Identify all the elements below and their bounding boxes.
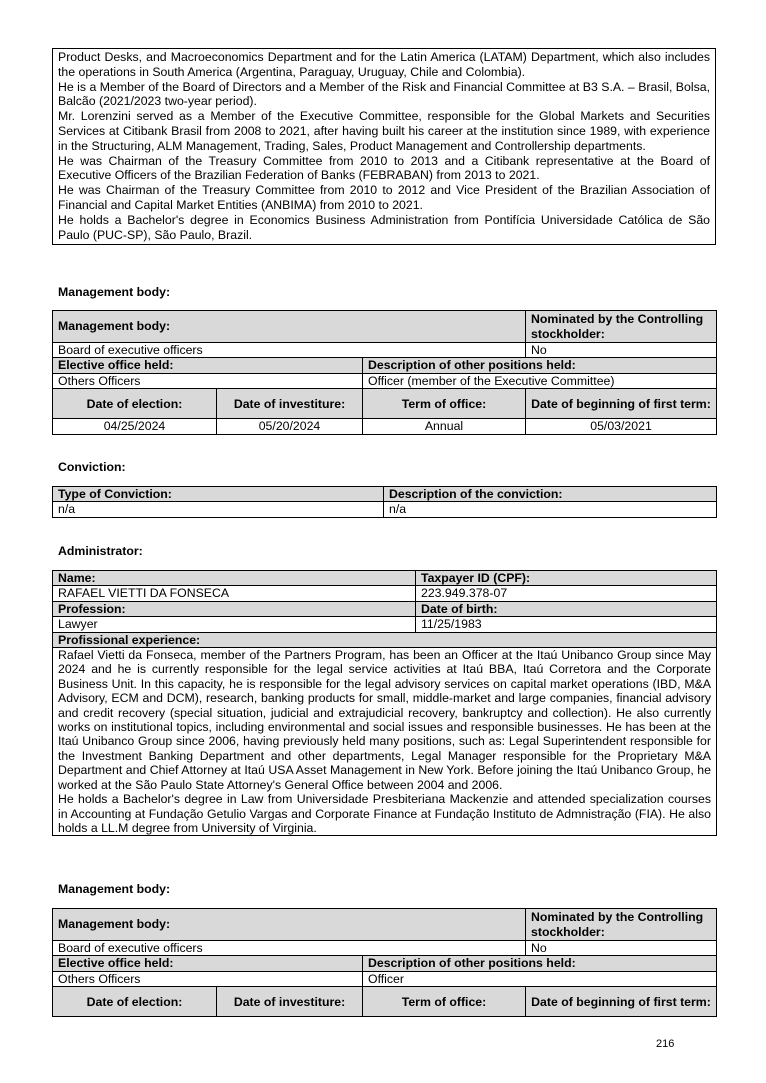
first-term-label: Date of beginning of first term: xyxy=(526,987,717,1017)
management-body-table xyxy=(52,908,717,1017)
profession-label: Profession: xyxy=(53,601,416,616)
investiture-date-value: 05/20/2024 xyxy=(217,419,363,434)
experience-text xyxy=(53,648,717,836)
profession-value: Lawyer xyxy=(53,617,416,632)
intro-paragraph: Product Desks, and Macroeconomics Department and for the Latin America (LATAM) Department, which also includes the operations in South America (Argentina, Paraguay, Uruguay, Chile and Colombia). xyxy=(58,50,710,79)
elective-office-value: Others Officers xyxy=(53,373,363,388)
administrator-heading: Administrator: xyxy=(58,544,143,558)
management-body-label: Management body: xyxy=(53,311,526,343)
management-body-heading: Management body: xyxy=(58,882,171,896)
conviction-table xyxy=(52,486,717,518)
investiture-date-label: Date of investiture: xyxy=(217,987,363,1017)
conviction-description-label: Description of the conviction: xyxy=(384,487,717,502)
first-term-label: Date of beginning of first term: xyxy=(526,389,717,419)
elective-office-label: Elective office held: xyxy=(53,358,363,373)
investiture-date-label: Date of investiture: xyxy=(217,389,363,419)
experience-paragraph: He holds a Bachelor's degree in Law from Universidade Presbiteriana Mackenzie and attended specialization courses in Accounting at Fundação Getulio Vargas and Corporate Finance at Fundação Instituto de Admnistração (FIA). He also holds a LL.M degree from University of Virginia. xyxy=(58,792,711,835)
intro-paragraph: Mr. Lorenzini served as a Member of the Executive Committee, responsible for the Global Markets and Securities Services at Citibank Brasil from 2008 to 2021, after having built his career at the institution since 1989, with experience in the Structuring, ALM Management, Trading, Sales, Product Management and Controllership departments. xyxy=(58,109,710,153)
page-number: 216 xyxy=(656,1038,675,1050)
elective-office-value: Others Officers xyxy=(53,971,363,986)
intro-biography-box xyxy=(52,48,716,245)
first-term-value: 05/03/2021 xyxy=(526,419,717,434)
nominated-value: No xyxy=(526,941,717,956)
conviction-heading: Conviction: xyxy=(58,460,126,474)
other-positions-value: Officer (member of the Executive Committee) xyxy=(363,373,717,388)
intro-paragraph: He holds a Bachelor's degree in Economics Business Administration from Pontifícia Universidade Católica de São Paulo (PUC-SP), São Paulo, Brazil. xyxy=(58,212,710,242)
conviction-description-value: n/a xyxy=(384,502,717,517)
management-body-heading: Management body: xyxy=(58,285,171,299)
elective-office-label: Elective office held: xyxy=(53,956,363,971)
management-body-value: Board of executive officers xyxy=(53,343,526,358)
management-body-table xyxy=(52,310,717,435)
election-date-label: Date of election: xyxy=(53,987,217,1017)
management-body-value: Board of executive officers xyxy=(53,941,526,956)
experience-label: Profissional experience: xyxy=(53,632,717,647)
birth-date-value: 11/25/1983 xyxy=(416,617,717,632)
intro-paragraph: He was Chairman of the Treasury Committee from 2010 to 2013 and a Citibank representative at the Board of Executive Officers of the Brazilian Federation of Banks (FEBRABAN) from 2013 to 2021. xyxy=(58,153,710,183)
birth-date-label: Date of birth: xyxy=(416,601,717,616)
nominated-label: Nominated by the Controlling stockholder: xyxy=(526,311,717,343)
name-value: RAFAEL VIETTI DA FONSECA xyxy=(53,586,416,601)
management-body-label: Management body: xyxy=(53,909,526,941)
nominated-label: Nominated by the Controlling stockholder: xyxy=(526,909,717,941)
administrator-table xyxy=(52,570,717,836)
other-positions-value: Officer xyxy=(363,971,717,986)
intro-paragraph: He was Chairman of the Treasury Committee from 2010 to 2012 and Vice President of the Brazilian Association of Financial and Capital Market Entities (ANBIMA) from 2010 to 2021. xyxy=(58,183,710,212)
election-date-value: 04/25/2024 xyxy=(53,419,217,434)
conviction-type-label: Type of Conviction: xyxy=(53,487,384,502)
experience-paragraph: Rafael Vietti da Fonseca, member of the Partners Program, has been an Officer at the Itaú Unibanco Group since May 2024 and he is currently responsible for the legal service activities at Itaú BBA, Itaú Corretora and the Corporate Business Unit. In this capacity, he is responsible for the legal advisory services on capital market operations (IBD, M&A Advisory, ECM and DCM), research, banking products for small, middle-market and large companies, financial advisory and credit recovery (special situation, judicial and extrajudicial recovery, bankruptcy and collection). He also currently works on institutional topics, including environmental and social issues and responsible businesses. He has been at the Itaú Unibanco Group since 2006, having previously held many positions, such as: Legal Superintendent responsible for the Investment Banking Department and other departments, Legal Manager responsible for the Proprietary M&A Department and Chief Attorney at Itaú USA Asset Management in New York. Before joining the Itaú Unibanco Group, he worked at the São Paulo State Attorney's General Office between 2004 and 2006. xyxy=(58,648,711,792)
term-label: Term of office: xyxy=(363,987,526,1017)
intro-paragraph: He is a Member of the Board of Directors and a Member of the Risk and Financial Committee at B3 S.A. – Brasil, Bolsa, Balcão (2021/2023 two-year period). xyxy=(58,79,710,109)
term-value: Annual xyxy=(363,419,526,434)
term-label: Term of office: xyxy=(363,389,526,419)
nominated-value: No xyxy=(526,343,717,358)
name-label: Name: xyxy=(53,571,416,586)
election-date-label: Date of election: xyxy=(53,389,217,419)
other-positions-label: Description of other positions held: xyxy=(363,358,717,373)
other-positions-label: Description of other positions held: xyxy=(363,956,717,971)
cpf-label: Taxpayer ID (CPF): xyxy=(416,571,717,586)
cpf-value: 223.949.378-07 xyxy=(416,586,717,601)
conviction-type-value: n/a xyxy=(53,502,384,517)
